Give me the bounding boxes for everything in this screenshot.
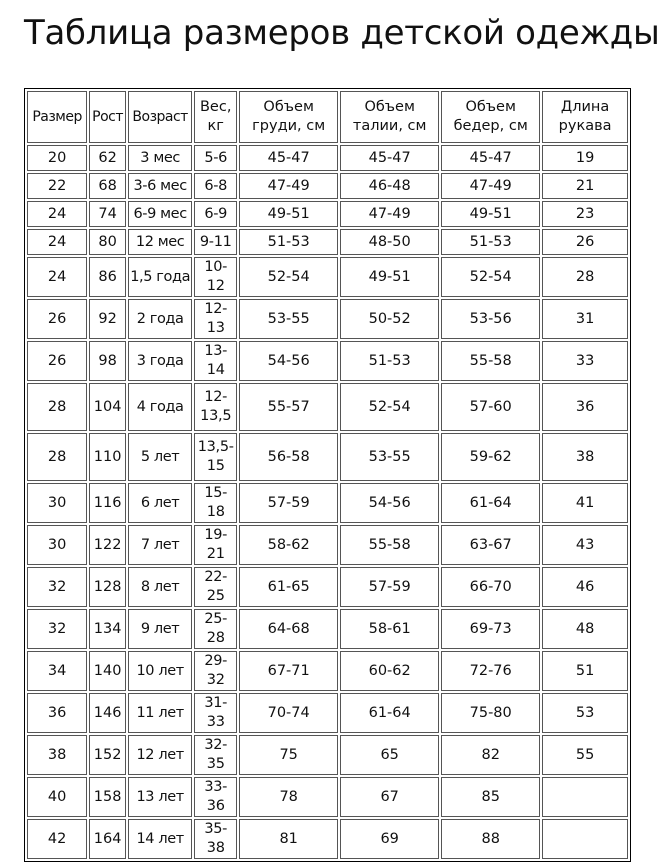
table-row bbox=[27, 777, 628, 817]
cell-sleeve: 33 bbox=[542, 341, 628, 381]
cell-weight: 32-35 bbox=[194, 735, 237, 775]
cell-age: 12 мес bbox=[128, 229, 192, 255]
cell-hips: 47-49 bbox=[441, 173, 540, 199]
cell-height: 98 bbox=[89, 341, 126, 381]
cell-age: 8 лет bbox=[128, 567, 192, 607]
cell-chest: 52-54 bbox=[239, 257, 338, 297]
header-age: Возраст bbox=[128, 91, 192, 143]
cell-waist: 49-51 bbox=[340, 257, 439, 297]
cell-height: 62 bbox=[89, 145, 126, 171]
cell-weight: 15-18 bbox=[194, 483, 237, 523]
table-row bbox=[27, 735, 628, 775]
cell-weight: 5-6 bbox=[194, 145, 237, 171]
cell-chest: 78 bbox=[239, 777, 338, 817]
cell-hips: 52-54 bbox=[441, 257, 540, 297]
header-weight: Вес, кг bbox=[194, 91, 237, 143]
table-row bbox=[27, 173, 628, 199]
cell-size: 38 bbox=[27, 735, 87, 775]
header-waist: Объем талии, см bbox=[340, 91, 439, 143]
cell-weight: 12-13,5 bbox=[194, 383, 237, 431]
header-chest: Объем груди, см bbox=[239, 91, 338, 143]
cell-waist: 69 bbox=[340, 819, 439, 859]
cell-waist: 50-52 bbox=[340, 299, 439, 339]
cell-sleeve bbox=[542, 777, 628, 817]
cell-weight: 31-33 bbox=[194, 693, 237, 733]
cell-age: 3-6 мес bbox=[128, 173, 192, 199]
cell-sleeve: 51 bbox=[542, 651, 628, 691]
cell-chest: 45-47 bbox=[239, 145, 338, 171]
cell-sleeve: 38 bbox=[542, 433, 628, 481]
cell-chest: 61-65 bbox=[239, 567, 338, 607]
cell-chest: 58-62 bbox=[239, 525, 338, 565]
cell-size: 32 bbox=[27, 609, 87, 649]
cell-size: 26 bbox=[27, 341, 87, 381]
table-row bbox=[27, 383, 628, 431]
cell-weight: 12-13 bbox=[194, 299, 237, 339]
cell-sleeve: 46 bbox=[542, 567, 628, 607]
cell-hips: 69-73 bbox=[441, 609, 540, 649]
header-height: Рост bbox=[89, 91, 126, 143]
table-row bbox=[27, 651, 628, 691]
cell-age: 10 лет bbox=[128, 651, 192, 691]
cell-sleeve: 28 bbox=[542, 257, 628, 297]
cell-height: 140 bbox=[89, 651, 126, 691]
cell-waist: 51-53 bbox=[340, 341, 439, 381]
cell-sleeve: 31 bbox=[542, 299, 628, 339]
table-row bbox=[27, 567, 628, 607]
cell-size: 36 bbox=[27, 693, 87, 733]
cell-age: 3 года bbox=[128, 341, 192, 381]
cell-chest: 70-74 bbox=[239, 693, 338, 733]
cell-sleeve: 26 bbox=[542, 229, 628, 255]
table-row bbox=[27, 433, 628, 481]
cell-age: 12 лет bbox=[128, 735, 192, 775]
table-row bbox=[27, 609, 628, 649]
cell-sleeve: 36 bbox=[542, 383, 628, 431]
table-row bbox=[27, 257, 628, 297]
cell-chest: 47-49 bbox=[239, 173, 338, 199]
cell-sleeve: 55 bbox=[542, 735, 628, 775]
cell-height: 74 bbox=[89, 201, 126, 227]
cell-age: 2 года bbox=[128, 299, 192, 339]
cell-size: 30 bbox=[27, 483, 87, 523]
table-row bbox=[27, 229, 628, 255]
cell-chest: 56-58 bbox=[239, 433, 338, 481]
cell-chest: 55-57 bbox=[239, 383, 338, 431]
table-row bbox=[27, 201, 628, 227]
cell-hips: 72-76 bbox=[441, 651, 540, 691]
cell-height: 152 bbox=[89, 735, 126, 775]
cell-weight: 25-28 bbox=[194, 609, 237, 649]
cell-size: 28 bbox=[27, 383, 87, 431]
cell-sleeve: 53 bbox=[542, 693, 628, 733]
cell-size: 30 bbox=[27, 525, 87, 565]
cell-weight: 13-14 bbox=[194, 341, 237, 381]
cell-weight: 10-12 bbox=[194, 257, 237, 297]
cell-sleeve: 19 bbox=[542, 145, 628, 171]
cell-weight: 6-8 bbox=[194, 173, 237, 199]
cell-size: 26 bbox=[27, 299, 87, 339]
cell-hips: 75-80 bbox=[441, 693, 540, 733]
table-body bbox=[27, 145, 628, 859]
cell-waist: 55-58 bbox=[340, 525, 439, 565]
header-sleeve: Длина рукава bbox=[542, 91, 628, 143]
cell-size: 24 bbox=[27, 229, 87, 255]
cell-age: 11 лет bbox=[128, 693, 192, 733]
cell-size: 32 bbox=[27, 567, 87, 607]
cell-waist: 67 bbox=[340, 777, 439, 817]
cell-height: 128 bbox=[89, 567, 126, 607]
cell-waist: 48-50 bbox=[340, 229, 439, 255]
cell-waist: 61-64 bbox=[340, 693, 439, 733]
cell-waist: 53-55 bbox=[340, 433, 439, 481]
cell-weight: 9-11 bbox=[194, 229, 237, 255]
cell-hips: 63-67 bbox=[441, 525, 540, 565]
cell-height: 122 bbox=[89, 525, 126, 565]
cell-weight: 29-32 bbox=[194, 651, 237, 691]
cell-sleeve: 23 bbox=[542, 201, 628, 227]
cell-chest: 75 bbox=[239, 735, 338, 775]
cell-age: 7 лет bbox=[128, 525, 192, 565]
cell-chest: 54-56 bbox=[239, 341, 338, 381]
cell-height: 104 bbox=[89, 383, 126, 431]
cell-age: 5 лет bbox=[128, 433, 192, 481]
cell-sleeve: 21 bbox=[542, 173, 628, 199]
cell-hips: 61-64 bbox=[441, 483, 540, 523]
cell-waist: 47-49 bbox=[340, 201, 439, 227]
cell-hips: 49-51 bbox=[441, 201, 540, 227]
cell-waist: 58-61 bbox=[340, 609, 439, 649]
cell-weight: 22-25 bbox=[194, 567, 237, 607]
cell-chest: 64-68 bbox=[239, 609, 338, 649]
header-size: Размер bbox=[27, 91, 87, 143]
cell-hips: 82 bbox=[441, 735, 540, 775]
cell-age: 14 лет bbox=[128, 819, 192, 859]
cell-height: 146 bbox=[89, 693, 126, 733]
cell-chest: 57-59 bbox=[239, 483, 338, 523]
table-row bbox=[27, 483, 628, 523]
table-row bbox=[27, 693, 628, 733]
cell-sleeve bbox=[542, 819, 628, 859]
cell-hips: 88 bbox=[441, 819, 540, 859]
cell-hips: 55-58 bbox=[441, 341, 540, 381]
cell-weight: 33-36 bbox=[194, 777, 237, 817]
cell-size: 42 bbox=[27, 819, 87, 859]
cell-waist: 57-59 bbox=[340, 567, 439, 607]
cell-chest: 49-51 bbox=[239, 201, 338, 227]
cell-hips: 45-47 bbox=[441, 145, 540, 171]
cell-age: 6 лет bbox=[128, 483, 192, 523]
cell-chest: 51-53 bbox=[239, 229, 338, 255]
table-row bbox=[27, 341, 628, 381]
cell-age: 3 мес bbox=[128, 145, 192, 171]
cell-sleeve: 48 bbox=[542, 609, 628, 649]
cell-size: 22 bbox=[27, 173, 87, 199]
cell-weight: 13,5-15 bbox=[194, 433, 237, 481]
size-table bbox=[24, 88, 631, 862]
cell-hips: 51-53 bbox=[441, 229, 540, 255]
table-row bbox=[27, 299, 628, 339]
cell-waist: 45-47 bbox=[340, 145, 439, 171]
cell-age: 1,5 года bbox=[128, 257, 192, 297]
cell-size: 40 bbox=[27, 777, 87, 817]
cell-height: 92 bbox=[89, 299, 126, 339]
cell-height: 116 bbox=[89, 483, 126, 523]
table-row bbox=[27, 145, 628, 171]
cell-age: 4 года bbox=[128, 383, 192, 431]
cell-size: 28 bbox=[27, 433, 87, 481]
cell-waist: 60-62 bbox=[340, 651, 439, 691]
page-title: Таблица размеров детской одежды bbox=[24, 13, 660, 53]
cell-waist: 54-56 bbox=[340, 483, 439, 523]
cell-height: 86 bbox=[89, 257, 126, 297]
cell-chest: 53-55 bbox=[239, 299, 338, 339]
cell-height: 68 bbox=[89, 173, 126, 199]
cell-waist: 46-48 bbox=[340, 173, 439, 199]
table-row bbox=[27, 819, 628, 859]
cell-height: 80 bbox=[89, 229, 126, 255]
cell-sleeve: 43 bbox=[542, 525, 628, 565]
cell-sleeve: 41 bbox=[542, 483, 628, 523]
cell-size: 24 bbox=[27, 257, 87, 297]
cell-chest: 81 bbox=[239, 819, 338, 859]
cell-weight: 19-21 bbox=[194, 525, 237, 565]
cell-age: 9 лет bbox=[128, 609, 192, 649]
cell-waist: 65 bbox=[340, 735, 439, 775]
cell-size: 34 bbox=[27, 651, 87, 691]
cell-chest: 67-71 bbox=[239, 651, 338, 691]
cell-size: 24 bbox=[27, 201, 87, 227]
cell-age: 13 лет bbox=[128, 777, 192, 817]
cell-weight: 6-9 bbox=[194, 201, 237, 227]
table-row bbox=[27, 525, 628, 565]
cell-height: 134 bbox=[89, 609, 126, 649]
header-hips: Объем бедер, см bbox=[441, 91, 540, 143]
cell-height: 164 bbox=[89, 819, 126, 859]
cell-hips: 59-62 bbox=[441, 433, 540, 481]
cell-height: 110 bbox=[89, 433, 126, 481]
cell-size: 20 bbox=[27, 145, 87, 171]
cell-height: 158 bbox=[89, 777, 126, 817]
header-row bbox=[27, 91, 628, 143]
cell-hips: 57-60 bbox=[441, 383, 540, 431]
cell-hips: 85 bbox=[441, 777, 540, 817]
cell-hips: 66-70 bbox=[441, 567, 540, 607]
cell-waist: 52-54 bbox=[340, 383, 439, 431]
cell-weight: 35-38 bbox=[194, 819, 237, 859]
cell-age: 6-9 мес bbox=[128, 201, 192, 227]
cell-hips: 53-56 bbox=[441, 299, 540, 339]
